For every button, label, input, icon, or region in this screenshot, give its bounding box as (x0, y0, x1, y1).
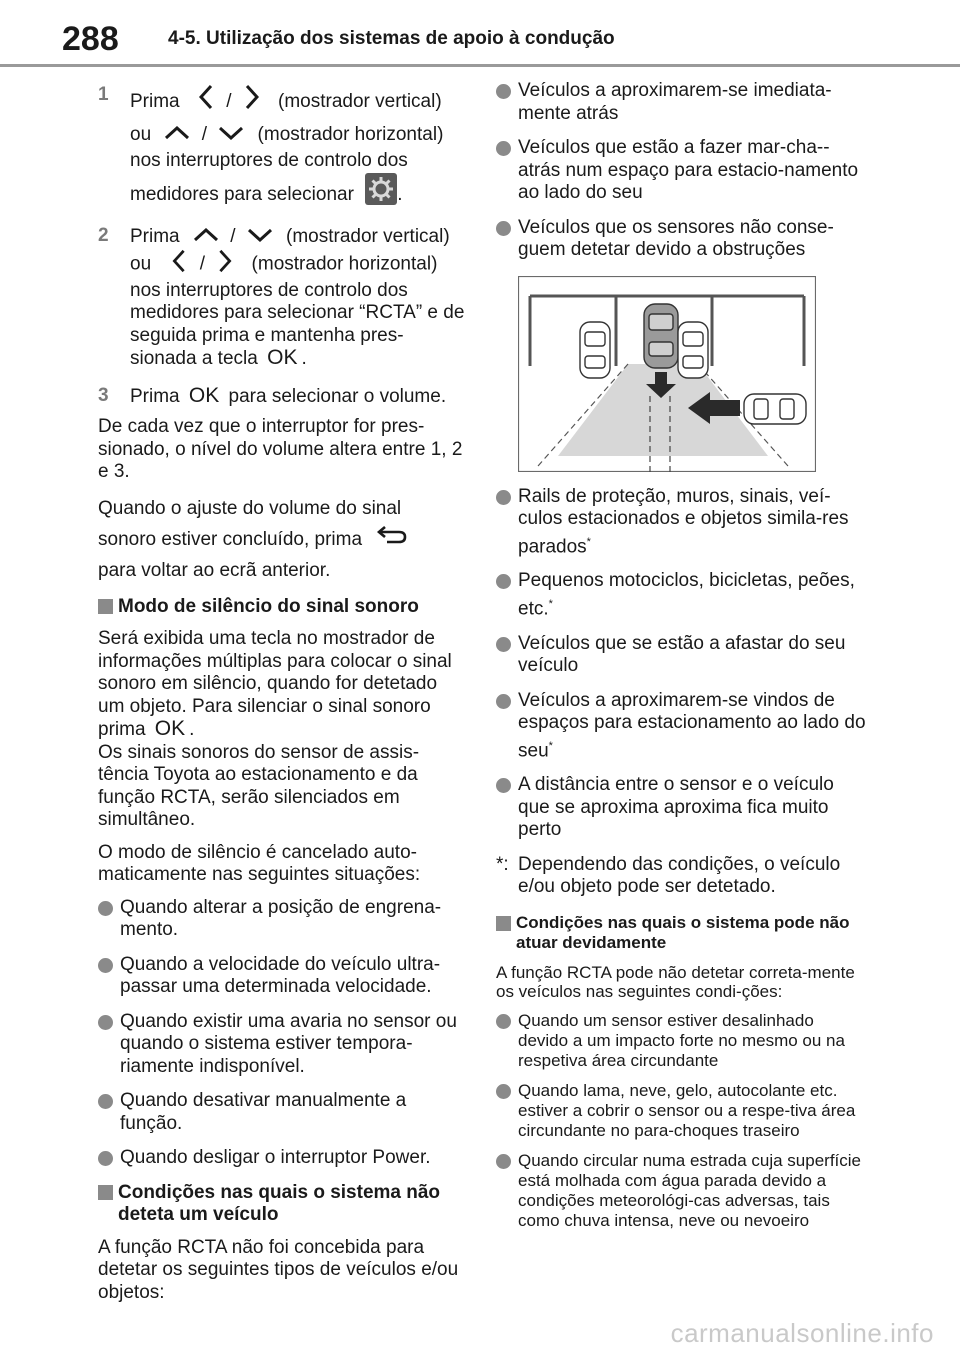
slash: / (201, 124, 207, 146)
bullet (496, 490, 511, 505)
slash: / (199, 253, 205, 275)
page-header (0, 0, 960, 70)
bullet (98, 1151, 113, 1166)
section-title: 4-5. Utilização dos sistemas de apoio à condução (168, 28, 615, 49)
paragraph-malfunction: A função RCTA pode não detetar correta-mente os veículos nas seguintes condi-ções: (496, 962, 855, 1001)
chevron-right-icon (245, 84, 259, 120)
heading-marker (98, 599, 113, 614)
heading-text: Modo de silêncio do sinal sonoro (118, 595, 419, 617)
approaching-car (744, 394, 806, 424)
item-text: Veículos que os sensores não conse-guem detetar devido a obstruções (518, 216, 834, 260)
step-text: (mostrador vertical) (278, 91, 442, 113)
item-text: Rails de proteção, muros, sinais, veí-culos estacionados e objetos simila-res parados (518, 485, 849, 557)
item-text: Pequenos motociclos, bicicletas, peões, etc. (518, 570, 855, 620)
footnote (496, 854, 866, 899)
bullet (98, 1094, 113, 1109)
step-3 (98, 385, 468, 409)
item-text: Quando circular numa estrada cuja superfície está molhada com água parada devido a condições meteorológi-cas adversas, tais como chuva intensa, neve ou nevoeiro (518, 1150, 862, 1230)
step-number: 1 (98, 84, 109, 105)
chevron-right-icon (218, 249, 232, 280)
period: . (397, 183, 403, 205)
step-text: nos interruptores de controlo dos medidores para selecionar “RCTA” e de seguida prima e mantenha pres-sionada a tecla (130, 279, 465, 370)
period: . (301, 348, 307, 370)
text: Será exibida uma tecla no mostrador de informações múltiplas para colocar o sinal sonoro em silêncio, quando for detetado um objeto. Para silenciar o sinal sonoro prima (98, 628, 452, 741)
left-column (98, 84, 468, 1314)
list-item (98, 1147, 468, 1170)
ok-key: OK (267, 346, 298, 370)
paragraph-cancel: O modo de silêncio é cancelado auto-maticamente nas seguintes situações: (98, 841, 421, 886)
bullet (496, 637, 511, 652)
list-item (496, 690, 866, 763)
step-number: 3 (98, 384, 109, 406)
step-text: medidores para selecionar (130, 183, 354, 205)
item-text: Quando um sensor estiver desalinhado devido a um impacto forte no mesmo ou na respetiva área circundante (518, 1010, 845, 1070)
footnote-mark: *: (496, 853, 509, 875)
heading-mute (98, 596, 468, 619)
step-text: Prima (130, 385, 180, 407)
heading-nodetect (98, 1182, 468, 1227)
step-text: (mostrador horizontal) (257, 124, 444, 146)
bullet (496, 778, 511, 793)
page-number: 288 (62, 20, 119, 58)
ok-key: OK (188, 383, 220, 407)
bullet (496, 84, 511, 99)
step-text: Prima (130, 225, 180, 247)
paragraph-back (98, 494, 468, 586)
step-text: para selecionar o volume. (228, 385, 447, 407)
item-text: Quando lama, neve, gelo, autocolante etc. estiver a cobrir o sensor ou a respe-tiva área circundante no para-choques traseiro (518, 1080, 856, 1140)
parked-car-left (580, 322, 610, 378)
paragraph-nodetect: A função RCTA não foi concebida para detetar os seguintes tipos de veículos e/ou objetos: (98, 1236, 459, 1303)
step-number: 2 (98, 224, 109, 246)
bullet (496, 574, 511, 589)
step-text: Prima (130, 91, 180, 113)
bullet (98, 1015, 113, 1030)
heading-text: Condições nas quais o sistema não deteta um veículo (118, 1181, 441, 1226)
right-column (496, 80, 866, 1241)
step-text: ou (130, 253, 152, 275)
list-item (496, 217, 866, 262)
slash: / (230, 225, 236, 247)
list-item (98, 1011, 468, 1079)
list-item (98, 954, 468, 999)
paragraph: De cada vez que o interruptor for pres-sionado, o nível do volume altera entre 1, 2 e 3. (98, 416, 463, 483)
list-item (496, 570, 866, 620)
chevron-down-icon (218, 120, 244, 150)
heading-text: Condições nas quais o sistema pode não atuar devidamente (516, 912, 850, 952)
list-item (496, 80, 866, 125)
text-line: para voltar ao ecrã anterior. (98, 559, 331, 581)
own-car (644, 304, 678, 368)
cancel-list (98, 897, 468, 1170)
list-item (496, 137, 866, 205)
list-item (496, 1011, 866, 1071)
footnote-text: Dependendo das condições, o veículo e/ou objeto pode ser detetado. (518, 853, 841, 898)
return-arrow-icon (375, 524, 409, 556)
list-item (496, 633, 866, 678)
text: Os sinais sonoros do sensor de assis-tência Toyota ao estacionamento e da função RCTA, serão silenciados em simultâneo. (98, 741, 420, 831)
chevron-down-icon (247, 225, 273, 249)
step-text: ou (130, 124, 152, 146)
item-text: Quando existir uma avaria no sensor ou quando o sistema estiver tempora-riamente indisponível. (120, 1010, 457, 1077)
item-text: Veículos que estão a fazer mar-cha--atrás num espaço para estacio-namento ao lado do seu (518, 137, 859, 203)
chevron-up-icon (193, 225, 219, 249)
footnote-mark: * (586, 535, 591, 548)
list-item (496, 1081, 866, 1141)
chevron-left-icon (172, 249, 186, 280)
bullet (496, 694, 511, 709)
bullet (496, 1154, 511, 1169)
list-item (98, 1090, 468, 1135)
heading-marker (496, 916, 511, 931)
item-text: Quando a velocidade do veículo ultra-passar uma determinada velocidade. (120, 953, 441, 998)
heading-malfunction (496, 913, 866, 953)
footnote-mark: * (548, 597, 553, 610)
bullet (496, 221, 511, 236)
item-text: Quando desligar o interruptor Power. (120, 1147, 431, 1169)
paragraph-mute: Será exibida uma tecla no mostrador de informações múltiplas para colocar o sinal sonoro em silêncio, quando for detetado um objeto. Para silenciar o sinal sonoro prima OK . Os sinais sonoros do sensor de assis-tência Toyota ao estacionamento e da função RCTA, serão silenciados em simultâneo. (98, 628, 452, 831)
parked-car-right (678, 322, 708, 378)
header-rule (0, 64, 960, 67)
item-text: A distância entre o sensor e o veículo que se aproxima aproxima fica muito perto (518, 774, 834, 841)
step-2 (98, 225, 468, 371)
bullet (98, 901, 113, 916)
heading-marker (98, 1185, 113, 1200)
bullet (496, 1084, 511, 1099)
chevron-up-icon (164, 120, 190, 150)
parking-diagram (518, 276, 816, 472)
text-line: sonoro estiver concluído, prima (98, 528, 363, 550)
ok-key: OK (154, 717, 186, 741)
item-text: Veículos a aproximarem-se vindos de espaços para estacionamento ao lado do seu (518, 689, 866, 761)
step-text: nos interruptores de controlo dos (130, 150, 408, 172)
chevron-left-icon (199, 84, 213, 120)
list-item (496, 774, 866, 842)
bullet (98, 958, 113, 973)
watermark: carmanualsonline.info (670, 1318, 934, 1348)
step-1 (98, 84, 468, 217)
list-item (496, 1151, 866, 1231)
item-text: Quando alterar a posição de engrena-mento. (120, 896, 442, 941)
step-text: (mostrador vertical) (286, 225, 450, 247)
slash: / (226, 91, 232, 113)
bullet (496, 1014, 511, 1029)
footnote-mark: * (548, 739, 553, 752)
list-item (496, 486, 866, 559)
bullet (496, 141, 511, 156)
item-text: Veículos que se estão a afastar do seu veículo (518, 632, 846, 677)
item-text: Veículos a aproximarem-se imediata-mente atrás (518, 80, 832, 124)
item-text: Quando desativar manualmente a função. (120, 1090, 407, 1134)
gear-icon (365, 173, 397, 217)
text-line: Quando o ajuste do volume do sinal (98, 497, 402, 519)
list-item (98, 897, 468, 942)
step-text: (mostrador horizontal) (251, 253, 438, 275)
